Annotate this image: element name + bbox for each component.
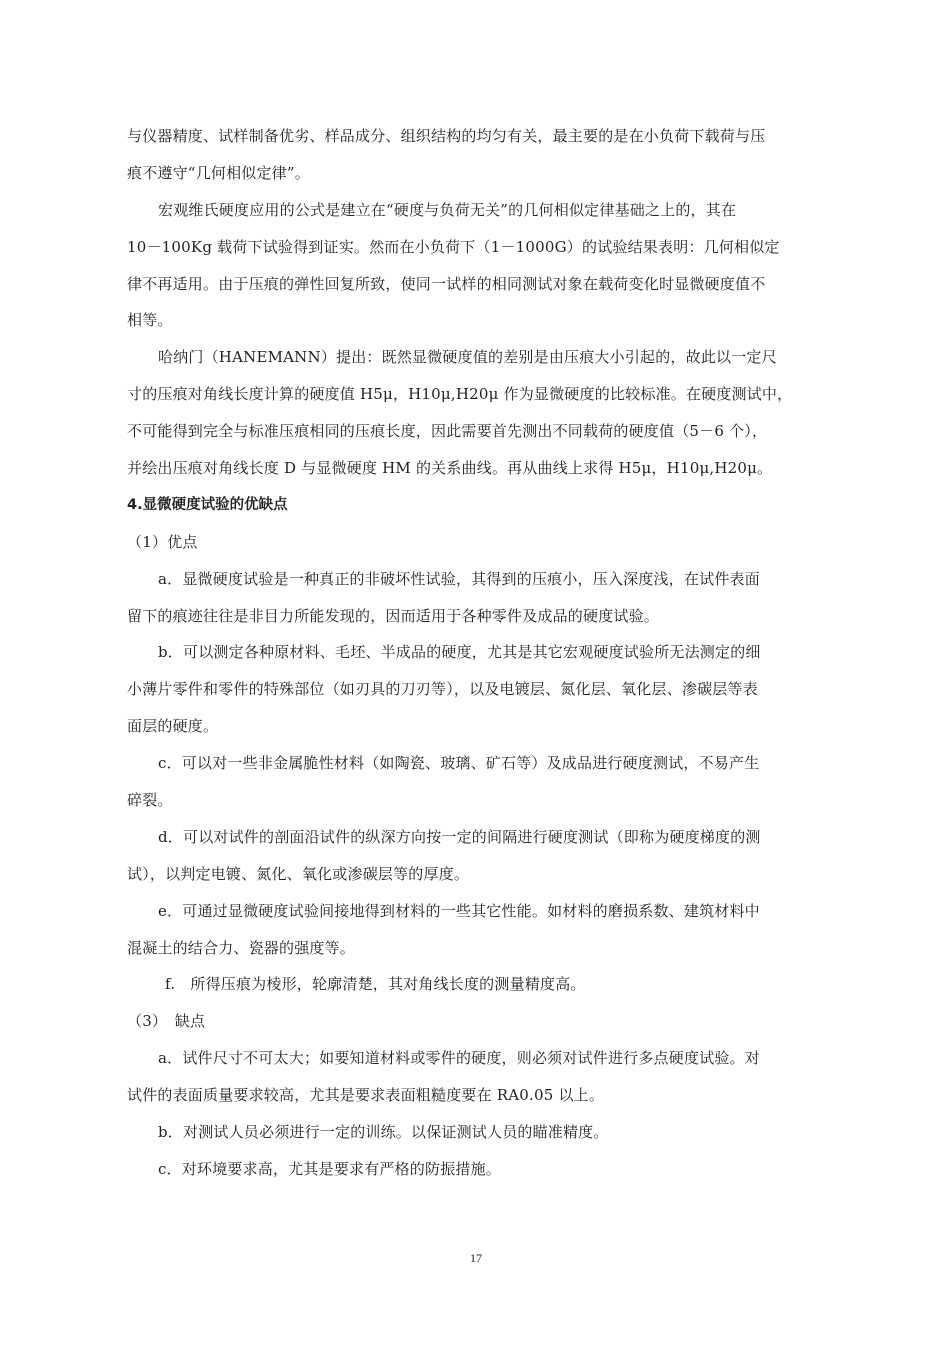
paragraph-line: 与仪器精度、试样制备优劣、样品成分、组织结构的均匀有关，最主要的是在小负荷下载荷与压: [127, 127, 766, 145]
list-item-line: 试件的表面质量要求较高，尤其是要求表面粗糙度要在 RA0.05 以上。: [127, 1086, 605, 1105]
list-item-first-line: a．试件尺寸不可太大；如要知道材料或零件的硬度，则必须对试件进行多点硬度试验。对: [158, 1049, 760, 1068]
paragraph-line: 律不再适用。由于压痕的弹性回复所致，使同一试样的相同测试对象在载荷变化时显微硬度值不: [127, 274, 766, 293]
list-item-first-line: e．可通过显微硬度试验间接地得到材料的一些其它性能。如材料的磨损系数、建筑材料中: [158, 901, 760, 920]
list-item-line: 面层的硬度。: [127, 717, 219, 736]
list-item-first-line: b．对测试人员必须进行一定的训练。以保证测试人员的瞄准精度。: [158, 1123, 609, 1142]
paragraph-first-line: 宏观维氏硬度应用的公式是建立在“硬度与负荷无关”的几何相似定律基础之上的，其在: [158, 200, 737, 219]
list-item-first-line: d．可以对试件的剖面沿试件的纵深方向按一定的间隔进行硬度测试（即称为硬度梯度的测: [158, 827, 761, 846]
subsection-label: （3） 缺点: [127, 1012, 206, 1031]
list-item-first-line: b．可以测定各种原材料、毛坯、半成品的硬度，尤其是其它宏观硬度试验所无法测定的细: [158, 643, 761, 662]
page-number: 17: [470, 1251, 482, 1265]
list-item-line: 混凝土的结合力、瓷器的强度等。: [127, 938, 356, 957]
list-item-line: 碎裂。: [127, 791, 173, 810]
list-item-first-line: c．可以对一些非金属脆性材料（如陶瓷、玻璃、矿石等）及成品进行硬度测试，不易产生: [158, 754, 760, 773]
paragraph-line: 10－100Kg 载荷下试验得到证实。然而在小负荷下（1－1000G）的试验结果表明：几何相似定: [127, 237, 780, 256]
paragraph-line: 痕不遵守“几何相似定律”。: [127, 163, 310, 182]
list-item-line: 小薄片零件和零件的特殊部位（如刃具的刀刃等），以及电镀层、氮化层、氧化层、渗碳层等表: [127, 680, 758, 699]
list-item-first-line: f. 所得压痕为棱形，轮廓清楚，其对角线长度的测量精度高。: [165, 975, 586, 994]
paragraph-line: 寸的压痕对角线长度计算的硬度值 H5μ，H10μ,H20μ 作为显微硬度的比较标准。在硬度测试中，: [127, 385, 793, 404]
paragraph-line: 并绘出压痕对角线长度 D 与显微硬度 HM 的关系曲线。再从曲线上求得 H5μ，H10μ,H20μ。: [127, 459, 773, 478]
paragraph-line: 相等。: [127, 311, 173, 330]
paragraph-first-line: 哈纳门（HANEMANN）提出：既然显微硬度值的差别是由压痕大小引起的，故此以一定尺: [158, 348, 777, 367]
list-item-line: 试），以判定电镀、氮化、氧化或渗碳层等的厚度。: [127, 864, 470, 883]
list-item-first-line: c．对环境要求高，尤其是要求有严格的防振措施。: [158, 1159, 502, 1178]
page-body: [127, 118, 827, 1188]
list-item-first-line: a．显微硬度试验是一种真正的非破坏性试验，其得到的压痕小，压入深度浅，在试件表面: [158, 569, 760, 588]
subsection-label: （1）优点: [127, 532, 198, 551]
section-heading: 4.显微硬度试验的优缺点: [127, 496, 288, 513]
paragraph-line: 不可能得到完全与标准压痕相同的压痕长度，因此需要首先测出不同载荷的硬度值（5－6 个），: [127, 422, 768, 441]
list-item-line: 留下的痕迹往往是非目力所能发现的，因而适用于各种零件及成品的硬度试验。: [127, 606, 660, 625]
